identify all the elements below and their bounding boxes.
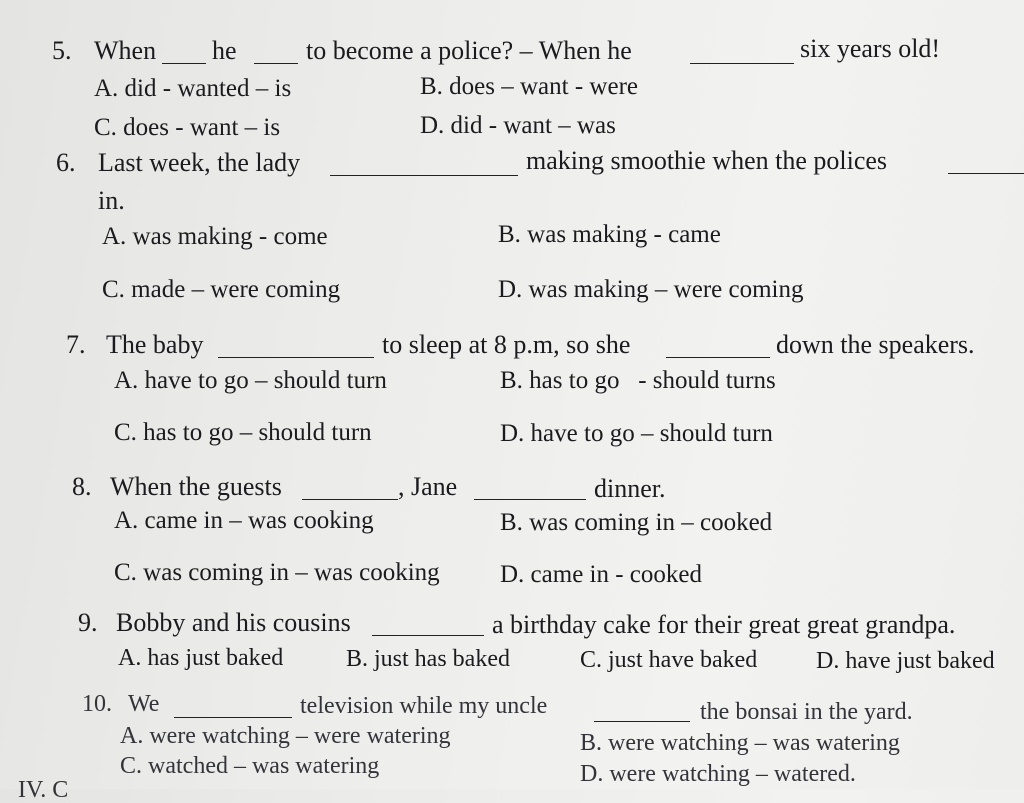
answer-blank xyxy=(372,634,484,636)
answer-blank xyxy=(302,498,398,500)
answer-blank xyxy=(948,172,1024,174)
question-text: When xyxy=(94,36,157,65)
option-c: C. made – were coming xyxy=(102,276,341,303)
question-text: to become a police? – When he xyxy=(306,36,632,65)
question-text: to sleep at 8 p.m, so she xyxy=(382,330,631,359)
option-a: A. came in – was cooking xyxy=(114,507,374,534)
question-number: 9. xyxy=(78,608,98,637)
question-text: dinner. xyxy=(594,474,666,503)
option-c: C. watched – was watering xyxy=(120,753,380,779)
answer-blank xyxy=(162,62,206,64)
question-number: 8. xyxy=(72,472,92,501)
option-b: B. does – want - were xyxy=(420,73,638,100)
option-a: A. have to go – should turn xyxy=(114,367,387,394)
question-text: We xyxy=(128,691,160,717)
option-a: A. was making - come xyxy=(102,223,328,250)
option-c: C. has to go – should turn xyxy=(114,419,372,446)
question-text: in. xyxy=(98,186,125,215)
option-b: B. has to go - should turns xyxy=(500,367,776,394)
answer-blank xyxy=(174,716,292,718)
question-number: 10. xyxy=(82,691,112,717)
answer-blank xyxy=(594,720,690,722)
question-number: 5. xyxy=(52,36,72,65)
question-text: making smoothie when the polices xyxy=(526,146,888,175)
option-d: D. have just baked xyxy=(816,648,995,674)
option-d: D. came in - cooked xyxy=(500,561,703,588)
question-text: Last week, the lady xyxy=(98,148,301,177)
option-b: B. just has baked xyxy=(346,646,510,672)
option-c: C. was coming in – was cooking xyxy=(114,559,440,586)
question-text: , Jane xyxy=(398,472,458,501)
question-text: When the guests xyxy=(110,472,282,501)
option-a: A. were watching – were watering xyxy=(120,723,451,749)
answer-blank xyxy=(690,62,794,64)
option-d: D. did - want – was xyxy=(420,112,616,139)
question-text: The baby xyxy=(106,330,204,359)
answer-blank xyxy=(474,498,586,500)
question-number: 6. xyxy=(56,148,76,177)
question-text: he xyxy=(212,36,237,65)
option-a: A. did - wanted – is xyxy=(94,75,292,102)
question-text: television while my uncle xyxy=(300,693,548,719)
option-d: D. were watching – watered. xyxy=(580,761,856,787)
question-text: down the speakers. xyxy=(776,330,975,359)
option-a: A. has just baked xyxy=(118,645,284,671)
question-text: a birthday cake for their great great grandpa. xyxy=(492,610,956,639)
answer-blank xyxy=(330,174,518,176)
option-b: B. was making - came xyxy=(498,221,721,248)
answer-blank xyxy=(666,356,770,358)
answer-blank xyxy=(254,62,298,64)
question-number: 7. xyxy=(66,330,86,359)
option-d: D. have to go – should turn xyxy=(500,420,773,447)
next-section-heading-fragment: IV. C xyxy=(18,777,69,803)
question-text: six years old! xyxy=(800,34,941,63)
option-b: B. was coming in – cooked xyxy=(500,509,773,536)
option-d: D. was making – were coming xyxy=(498,276,804,303)
question-text: Bobby and his cousins xyxy=(116,608,351,637)
option-b: B. were watching – was watering xyxy=(580,730,900,756)
answer-blank xyxy=(218,356,374,358)
question-text: the bonsai in the yard. xyxy=(700,699,913,725)
option-c: C. just have baked xyxy=(580,647,758,673)
option-c: C. does - want – is xyxy=(94,114,281,141)
